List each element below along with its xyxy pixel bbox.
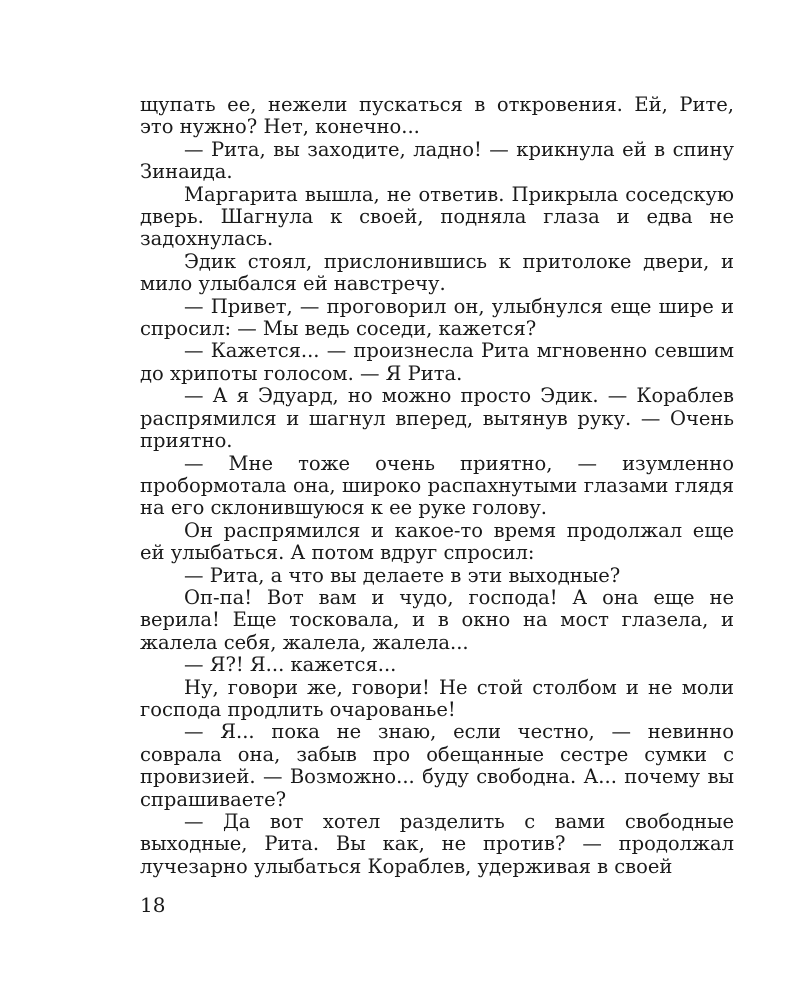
paragraph-12: — Я?! Я... кажется... [184,653,397,677]
paragraph-11: Оп-па! Вот вам и чудо, господа! А она еще не верила! Еще тосковала, и в окно на мост глазела, и жалела себя, жалела, жалела... [140,585,734,654]
paragraph-3: Маргарита вышла, не ответив. Прикрыла соседскую дверь. Шагнула к своей, подняла глаза и едва не задохнулась. [140,182,734,251]
paragraph-14: — Я... пока не знаю, если честно, — невинно соврала она, забыв про обещанные сестре сумки с провизией. — Возможно... буду свободна. А... почему вы спрашиваете? [140,720,734,811]
paragraph-9: Он распрямился и какое-то время продолжал еще ей улыбаться. А потом вдруг спросил: [140,518,734,565]
paragraph-4: Эдик стоял, прислонившись к притолоке двери, и мило улыбался ей навстречу. [140,249,734,296]
paragraph-7: — А я Эдуард, но можно просто Эдик. — Кораблев распрямился и шагнул вперед, вытянув руку. — Очень приятно. [140,384,734,453]
paragraph-13: Ну, говори же, говори! Не стой столбом и не моли господа продлить очарованье! [140,675,734,721]
paragraph-8: — Мне тоже очень приятно, — изумленно пробормотала она, широко распахнутыми глазами глядя на его склонившуюся к ее руке голову. [140,451,734,520]
paragraph-5: — Привет, — проговорил он, улыбнулся еще шире и спросил: — Мы ведь соседи, кажется? [140,294,734,341]
paragraph-15: — Да вот хотел разделить с вами свободные выходные, Рита. Вы как, не против? — продолжал лучезарно улыбаться Кораблев, удерживая в своей [140,810,734,878]
paragraph-6: — Кажется... — произнесла Рита мгновенно севшим до хрипоты голосом. — Я Рита. [140,339,734,385]
paragraph-1: щупать ее, нежели пускаться в откровения. Ей, Рите, это нужно? Нет, конечно... [140,93,734,139]
page-text [140,94,734,878]
paragraph-2: — Рита, вы заходите, ладно! — крикнула ей в спину Зинаида. [140,137,734,184]
paragraph-10: — Рита, а что вы делаете в эти выходные? [184,563,621,587]
page-number: 18 [140,893,166,917]
